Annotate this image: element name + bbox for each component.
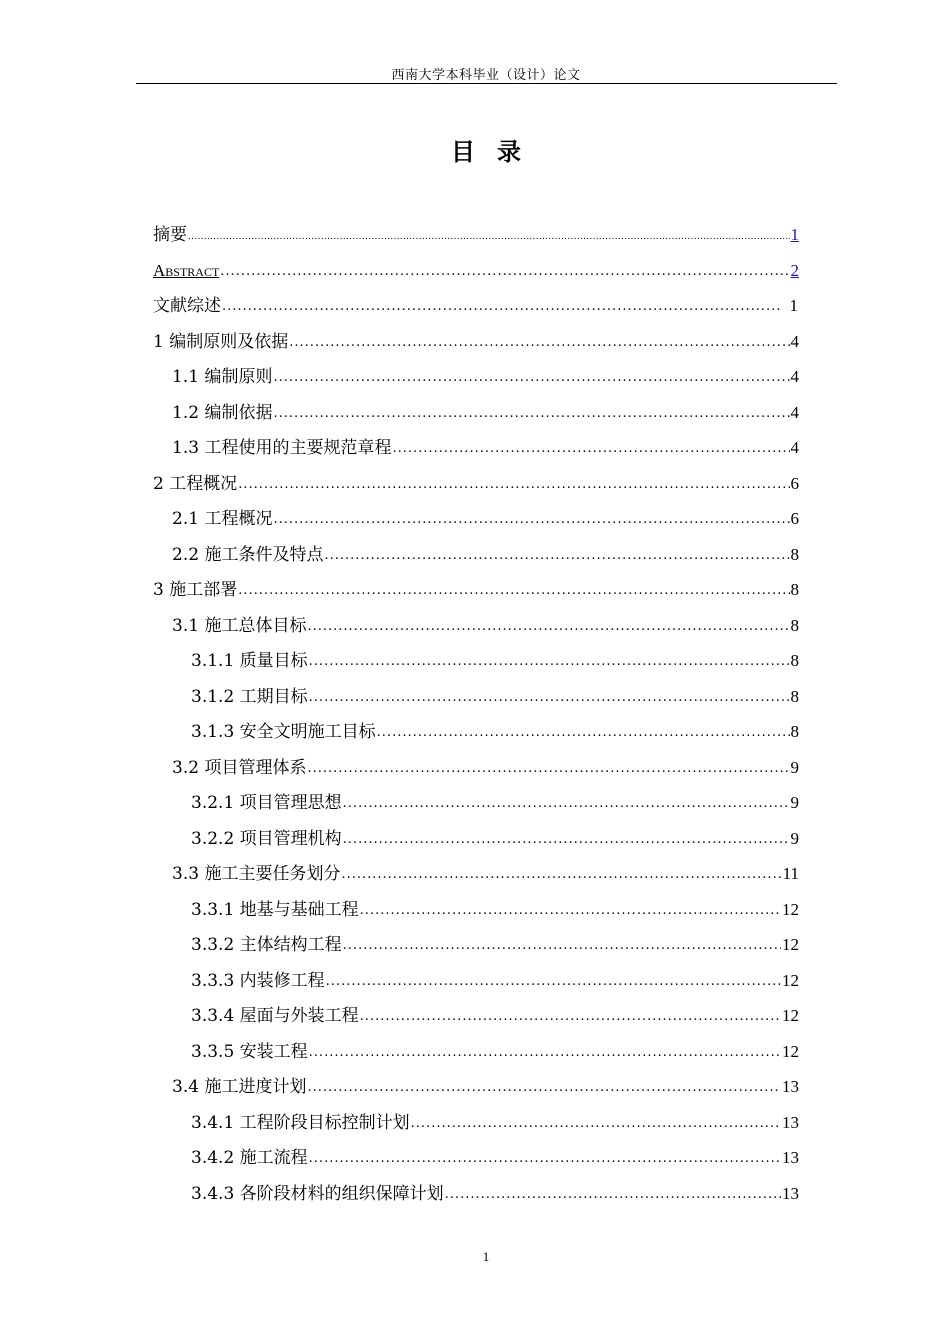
toc-entry[interactable]	[153, 892, 799, 928]
toc-entry[interactable]	[153, 430, 799, 466]
toc-page-number: 6	[790, 473, 799, 493]
toc-entry-label: 3.4.2 施工流程	[191, 1148, 308, 1168]
toc-entry-label: 3.1 施工总体目标	[172, 615, 307, 636]
toc-page-number: 9	[790, 757, 799, 777]
toc-leader-dots	[188, 220, 790, 256]
toc-entry-label: 3.1.3 安全文明施工目标	[191, 722, 376, 742]
toc-page-number: 6	[790, 509, 799, 528]
toc-leader-dots	[289, 325, 789, 361]
toc-entry-label: 3.1.1 质量目标	[191, 651, 308, 671]
running-header: 西南大学本科毕业（设计）论文	[391, 68, 581, 83]
toc-page-number: 8	[790, 615, 799, 635]
toc-page-number: 12	[782, 1006, 799, 1025]
toc-entry-label: 3.4.3 各阶段材料的组织保障计划	[191, 1183, 444, 1204]
header-rule	[136, 83, 837, 84]
toc-entry[interactable]	[153, 1034, 799, 1070]
toc-entry[interactable]	[153, 501, 799, 537]
toc-entry-label: 3.1.2 工期目标	[191, 686, 308, 707]
toc-entry[interactable]	[153, 1105, 799, 1141]
toc-leader-dots	[341, 857, 781, 893]
toc-page-link[interactable]: 1	[790, 225, 799, 244]
toc-leader-dots	[360, 893, 781, 929]
toc-entry[interactable]	[153, 998, 799, 1034]
toc-leader-dots	[324, 538, 789, 574]
toc-page-number: 11	[782, 864, 799, 883]
toc-entry-label: 3.3 施工主要任务划分	[172, 864, 341, 884]
toc-entry-label: 摘要	[153, 225, 187, 245]
toc-entry[interactable]	[153, 1176, 799, 1212]
toc-page-number: 12	[782, 935, 799, 954]
toc-entry-label: 3.3.1 地基与基础工程	[191, 899, 359, 920]
toc-entry-label: 2.1 工程概况	[172, 509, 273, 529]
toc-page-number: 8	[790, 580, 799, 599]
toc-leader-dots	[326, 964, 781, 1000]
toc-page-number: 1	[789, 296, 798, 315]
toc-entry-literature-review[interactable]	[153, 288, 799, 324]
toc-entry-label: 3.4 施工进度计划	[172, 1077, 307, 1097]
toc-leader-dots	[273, 360, 789, 396]
toc-leader-dots	[307, 609, 789, 645]
toc-entry[interactable]	[153, 359, 799, 395]
toc-entry-label: 3.4.1 工程阶段目标控制计划	[191, 1112, 410, 1133]
table-of-contents	[153, 217, 799, 1211]
toc-page-number: 13	[782, 1077, 799, 1096]
toc-leader-dots	[220, 254, 789, 290]
toc-leader-dots	[273, 502, 789, 538]
toc-entry-label: 3.2 项目管理体系	[172, 757, 307, 778]
toc-leader-dots	[238, 467, 789, 503]
toc-page-number: 9	[790, 793, 799, 812]
toc-page-number: 4	[790, 402, 799, 422]
toc-entry[interactable]	[153, 821, 799, 857]
toc-page-number: 8	[790, 651, 799, 670]
toc-page-number: 4	[790, 438, 799, 457]
toc-page-number: 4	[790, 331, 799, 351]
toc-entry-label: 1 编制原则及依据	[153, 331, 289, 352]
toc-leader-dots	[309, 680, 790, 716]
toc-leader-dots	[309, 1035, 781, 1071]
toc-entry-label: 文献综述	[153, 296, 221, 316]
toc-entry[interactable]	[153, 537, 799, 573]
toc-page-number: 12	[782, 970, 799, 990]
toc-entry-label: 3.2.1 项目管理思想	[191, 793, 342, 813]
toc-page-number: 13	[782, 1148, 799, 1167]
toc-entry[interactable]	[153, 750, 799, 786]
toc-entry[interactable]	[153, 785, 799, 821]
toc-leader-dots	[238, 573, 789, 609]
toc-entry[interactable]	[153, 927, 799, 963]
toc-leader-dots	[273, 396, 789, 432]
toc-entry-label: 3.3.3 内装修工程	[191, 970, 325, 991]
toc-leader-dots	[392, 431, 789, 467]
toc-page-number: 9	[790, 828, 799, 848]
toc-entry-label: 1.3 工程使用的主要规范章程	[172, 438, 392, 458]
toc-entry-abstract-en[interactable]	[153, 253, 799, 289]
toc-page-number: 8	[790, 722, 799, 741]
toc-page-number: 8	[790, 544, 799, 564]
toc-entry-label: Abstract	[153, 260, 220, 280]
toc-page-number: 12	[782, 899, 799, 919]
toc-page-link[interactable]: 2	[790, 260, 799, 280]
toc-leader-dots	[343, 928, 781, 964]
toc-leader-dots	[360, 999, 781, 1035]
toc-entry[interactable]	[153, 572, 799, 608]
toc-leader-dots	[445, 1177, 781, 1213]
toc-entry[interactable]	[153, 714, 799, 750]
toc-entry-label: 3.3.4 屋面与外装工程	[191, 1006, 359, 1026]
toc-page-number: 13	[782, 1183, 799, 1203]
toc-entry-label: 3.3.5 安装工程	[191, 1041, 308, 1062]
toc-leader-dots	[343, 822, 790, 858]
toc-page-number: 13	[782, 1112, 799, 1132]
toc-leader-dots	[377, 715, 790, 751]
toc-entry[interactable]	[153, 856, 799, 892]
toc-entry[interactable]	[153, 679, 799, 715]
toc-entry[interactable]	[153, 324, 799, 360]
toc-leader-dots	[309, 1141, 781, 1177]
toc-title: 目录	[451, 138, 543, 166]
toc-entry[interactable]	[153, 466, 799, 502]
toc-entry-label: 1.2 编制依据	[172, 402, 273, 423]
page-number: 1	[482, 1249, 490, 1264]
toc-entry[interactable]	[153, 963, 799, 999]
toc-entry[interactable]	[153, 643, 799, 679]
toc-entry-label: 3 施工部署	[153, 580, 238, 600]
toc-entry-label: 2.2 施工条件及特点	[172, 544, 324, 565]
toc-leader-dots	[222, 289, 781, 325]
toc-leader-dots	[343, 786, 790, 822]
toc-page-number: 4	[790, 367, 799, 386]
toc-entry-abstract-cn[interactable]	[153, 217, 799, 253]
toc-leader-dots	[309, 644, 790, 680]
toc-entry-label: 3.2.2 项目管理机构	[191, 828, 342, 849]
toc-entry[interactable]	[153, 608, 799, 644]
toc-page-number: 8	[790, 686, 799, 706]
toc-leader-dots	[307, 1070, 781, 1106]
toc-entry-label: 3.3.2 主体结构工程	[191, 935, 342, 955]
toc-entry-label: 2 工程概况	[153, 473, 238, 494]
toc-page-number: 12	[782, 1041, 799, 1061]
toc-leader-dots	[411, 1106, 781, 1142]
toc-entry[interactable]	[153, 1069, 799, 1105]
toc-entry[interactable]	[153, 395, 799, 431]
toc-leader-dots	[307, 751, 789, 787]
toc-entry-label: 1.1 编制原则	[172, 367, 273, 387]
toc-entry[interactable]	[153, 1140, 799, 1176]
